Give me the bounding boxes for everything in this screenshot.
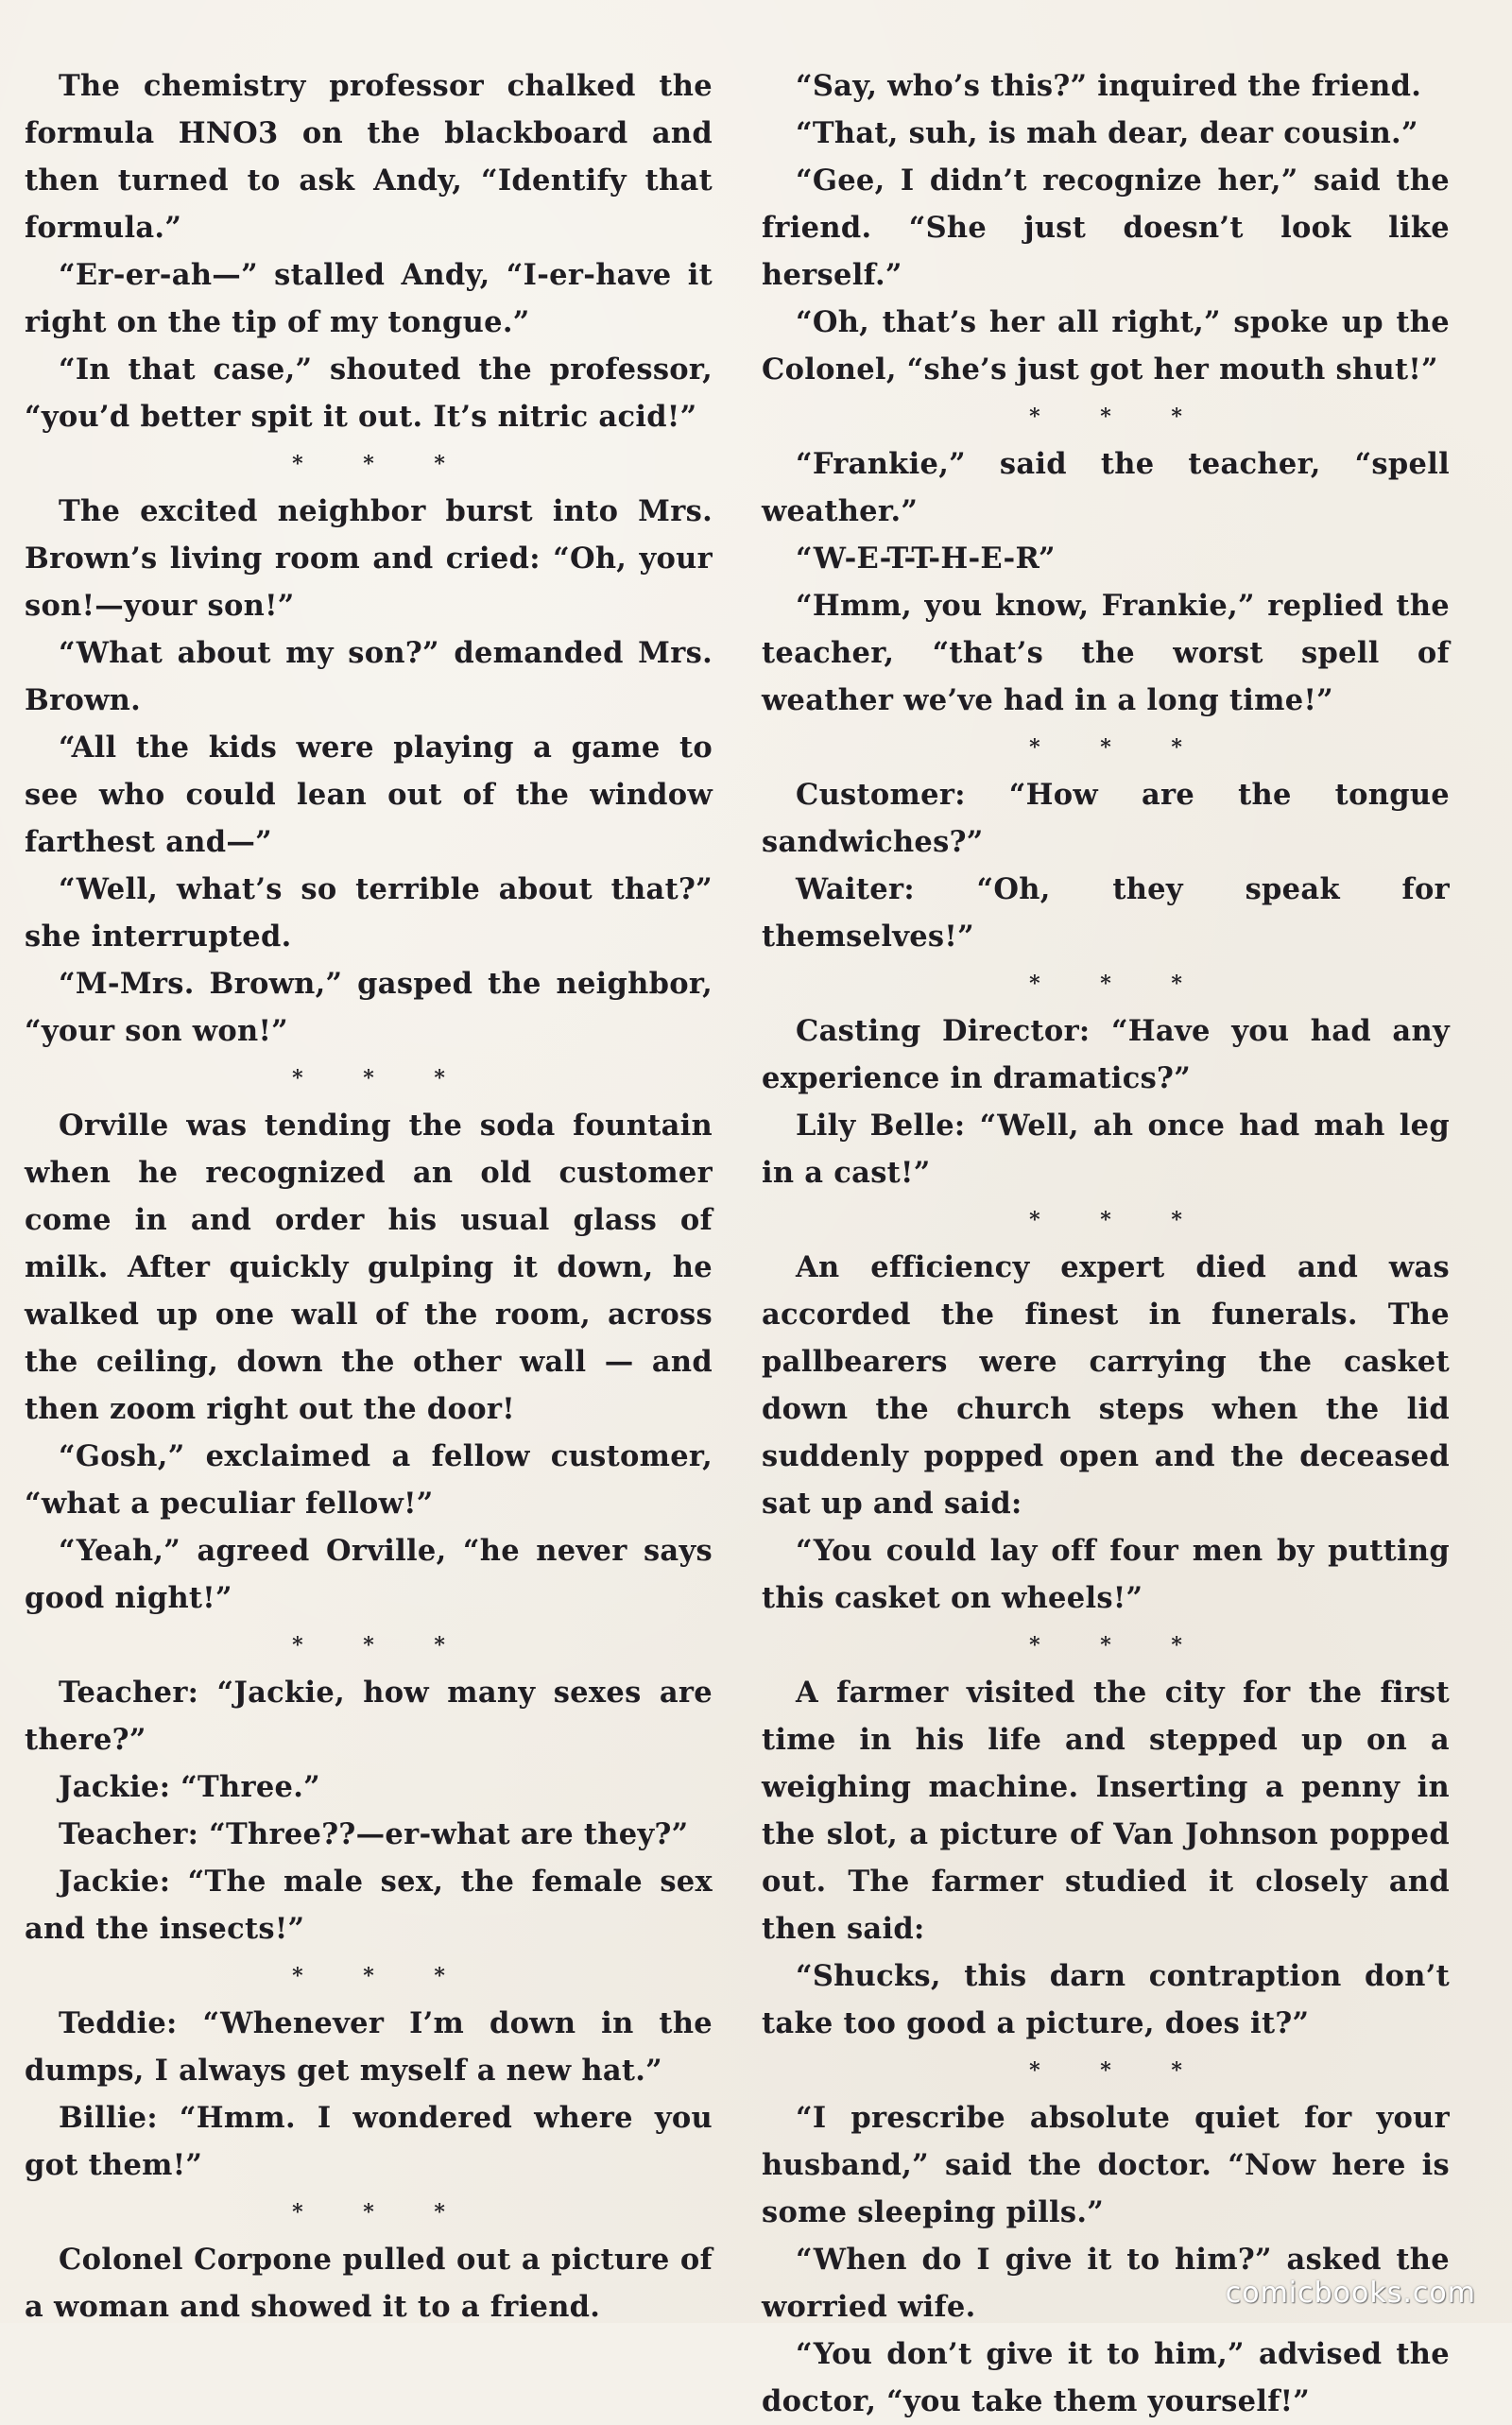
joke-paragraph: “Well, what’s so terrible about that?” she interrupted. [25, 872, 713, 954]
joke-separator: * * * [292, 452, 472, 476]
joke-block [25, 2000, 713, 2189]
joke-paragraph: Teddie: “Whenever I’m down in the dumps, I always get myself a new hat.” [25, 2006, 713, 2088]
joke-separator: * * * [292, 1633, 472, 1658]
joke-block [25, 2236, 713, 2330]
joke-paragraph: The chemistry professor chalked the formula HNO3 on the blackboard and then turned to ask Andy, “Identify that formula.” [25, 69, 713, 245]
joke-separator: * * * [1029, 404, 1209, 429]
joke-separator: * * * [292, 2200, 472, 2225]
joke-paragraph: Lily Belle: “Well, ah once had mah leg in a cast!” [762, 1109, 1450, 1190]
right-column [762, 62, 1450, 2425]
joke-block [25, 62, 713, 440]
joke-separator: * * * [1029, 735, 1209, 760]
joke-block [762, 1669, 1450, 2047]
left-column [25, 62, 713, 2330]
joke-block [762, 1007, 1450, 1196]
joke-paragraph: An efficiency expert died and was accorded the finest in funerals. The pallbearers were carrying the casket down the church steps when the lid suddenly popped open and the deceased sat up and said: [762, 1250, 1450, 1521]
joke-paragraph: “Yeah,” agreed Orville, “he never says good night!” [25, 1534, 713, 1615]
joke-paragraph: “You could lay off four men by putting this casket on wheels!” [762, 1534, 1450, 1615]
joke-paragraph: “That, suh, is mah dear, dear cousin.” [796, 116, 1418, 150]
joke-separator: * * * [292, 1964, 472, 1988]
joke-paragraph: “M-Mrs. Brown,” gasped the neighbor, “your son won!” [25, 967, 713, 1048]
joke-paragraph: Jackie: “Three.” [59, 1770, 321, 1804]
joke-paragraph: Orville was tending the soda fountain when he recognized an old customer come in and order his usual glass of milk. After quickly gulping it down, he walked up one wall of the room, across the ceiling, down the other wall — and then zoom right out the door! [25, 1109, 713, 1426]
joke-block [25, 1102, 713, 1622]
joke-paragraph: Teacher: “Three??—er-what are they?” [59, 1817, 689, 1851]
joke-separator: * * * [1029, 972, 1209, 996]
site-watermark: comicbooks.com [1225, 2277, 1476, 2310]
joke-paragraph: “I prescribe absolute quiet for your husband,” said the doctor. “Now here is some sleeping pills.” [762, 2101, 1450, 2229]
joke-paragraph: “In that case,” shouted the professor, “you’d better spit it out. It’s nitric acid!” [25, 353, 713, 434]
joke-paragraph: “W-E-T-T-H-E-R” [796, 542, 1056, 576]
joke-block [762, 771, 1450, 960]
joke-paragraph: Casting Director: “Have you had any experience in dramatics?” [762, 1014, 1450, 1095]
joke-paragraph: “Gosh,” exclaimed a fellow customer, “what a peculiar fellow!” [25, 1439, 713, 1521]
joke-block [762, 2094, 1450, 2425]
joke-paragraph: “What about my son?” demanded Mrs. Brown. [25, 636, 713, 717]
joke-paragraph: The excited neighbor burst into Mrs. Brown’s living room and cried: “Oh, your son!—your son!” [25, 494, 713, 623]
joke-paragraph: Billie: “Hmm. I wondered where you got them!” [25, 2101, 713, 2182]
joke-paragraph: Colonel Corpone pulled out a picture of a woman and showed it to a friend. [25, 2243, 713, 2324]
joke-separator: * * * [1029, 2058, 1209, 2083]
joke-paragraph: “Hmm, you know, Frankie,” replied the teacher, “that’s the worst spell of weather we’ve had in a long time!” [762, 589, 1450, 717]
joke-paragraph: “Shucks, this darn contraption don’t take too good a picture, does it?” [762, 1959, 1450, 2040]
joke-paragraph: Teacher: “Jackie, how many sexes are there?” [25, 1676, 713, 1757]
joke-separator: * * * [292, 1066, 472, 1091]
joke-separator: * * * [1029, 1633, 1209, 1658]
joke-paragraph: “Oh, that’s her all right,” spoke up the Colonel, “she’s just got her mouth shut!” [762, 305, 1450, 387]
joke-block [762, 440, 1450, 724]
joke-paragraph: “Gee, I didn’t recognize her,” said the friend. “She just doesn’t look like herself.” [762, 163, 1450, 292]
joke-separator: * * * [1029, 1208, 1209, 1232]
joke-block [25, 1669, 713, 1952]
joke-block [762, 62, 1450, 393]
joke-block [762, 1244, 1450, 1622]
joke-paragraph: “All the kids were playing a game to see who could lean out of the window farthest and—” [25, 731, 713, 859]
joke-paragraph: “When do I give it to him?” asked the worried wife. [762, 2243, 1450, 2324]
joke-block [25, 488, 713, 1055]
joke-paragraph: Jackie: “The male sex, the female sex and the insects!” [25, 1865, 713, 1946]
joke-paragraph: “You don’t give it to him,” advised the doctor, “you take them yourself!” [762, 2337, 1450, 2418]
joke-paragraph: Waiter: “Oh, they speak for themselves!” [762, 872, 1450, 954]
joke-paragraph: “Er-er-ah—” stalled Andy, “I-er-have it right on the tip of my tongue.” [25, 258, 713, 339]
joke-paragraph: A farmer visited the city for the first time in his life and stepped up on a weighing machine. Inserting a penny in the slot, a picture of Van Johnson popped out. The farmer studied it closely and then said: [762, 1676, 1450, 1946]
joke-paragraph: “Say, who’s this?” inquired the friend. [796, 69, 1422, 103]
joke-paragraph: “Frankie,” said the teacher, “spell weather.” [762, 447, 1450, 528]
joke-paragraph: Customer: “How are the tongue sandwiches?” [762, 778, 1450, 859]
